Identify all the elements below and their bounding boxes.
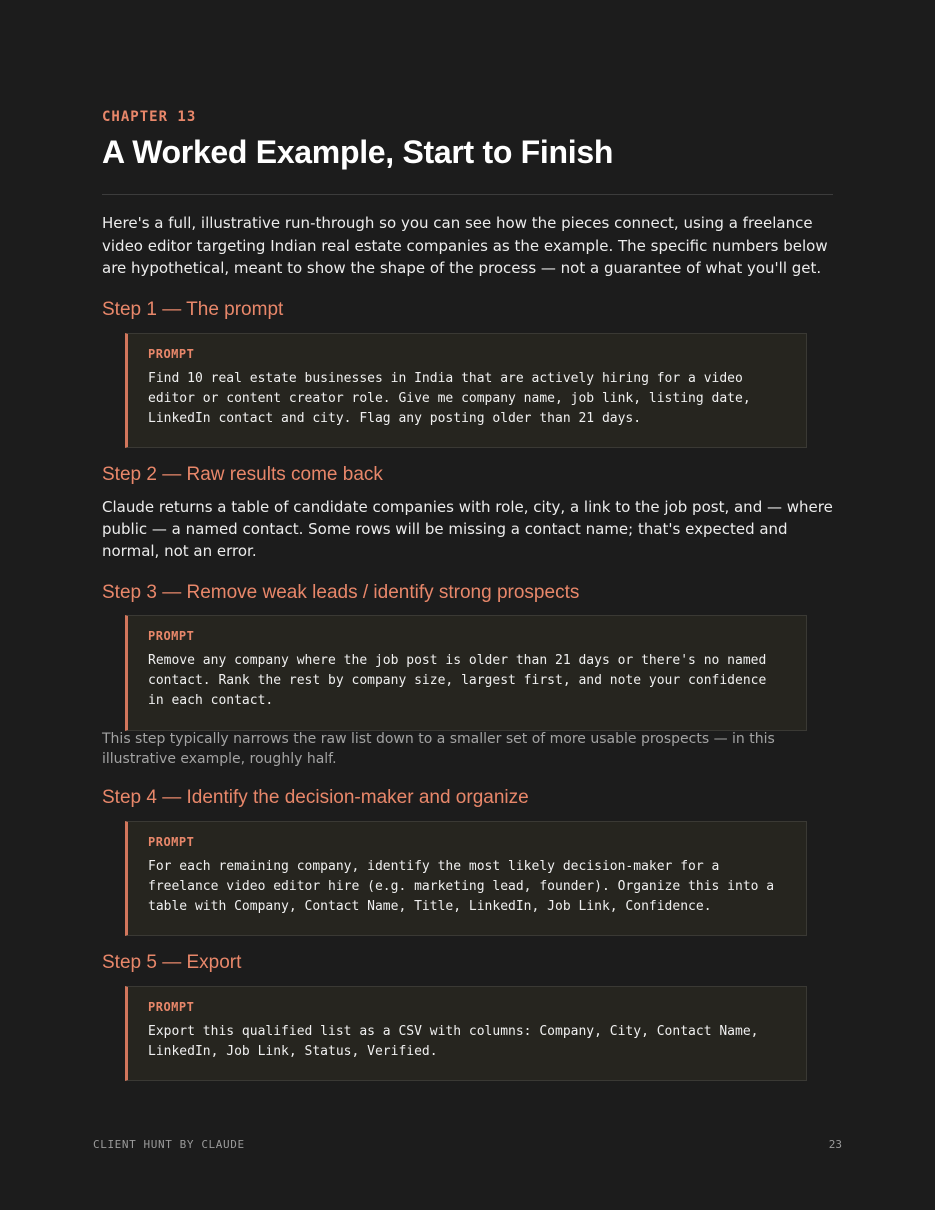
prompt-label: PROMPT — [148, 835, 195, 849]
step-1-prompt-box — [125, 333, 807, 448]
step-3-heading: Step 3 — Remove weak leads / identify strong prospects — [102, 582, 580, 603]
prompt-text: Export this qualified list as a CSV with columns: Company, City, Contact Name, LinkedIn, Job Link, Status, Verified. — [148, 1024, 759, 1059]
step-4-prompt-box — [125, 821, 807, 936]
prompt-text: Find 10 real estate businesses in India that are actively hiring for a video editor or content creator role. Give me company name, job link, listing date, LinkedIn contact and city. Flag any posting older than 21 days. — [148, 371, 751, 426]
step-2-body: Claude returns a table of candidate companies with role, city, a link to the job post, and — where public — a named contact. Some rows will be missing a contact name; that's expected and normal, not an error. — [102, 498, 833, 560]
step-4-heading: Step 4 — Identify the decision-maker and organize — [102, 787, 529, 808]
prompt-text: Remove any company where the job post is older than 21 days or there's no named contact. Rank the rest by company size, largest first, and note your confidence in each contact. — [148, 653, 767, 708]
step-5-heading: Step 5 — Export — [102, 952, 242, 973]
chapter-label: CHAPTER 13 — [102, 109, 197, 125]
title-divider — [102, 194, 833, 195]
prompt-label: PROMPT — [148, 629, 195, 643]
prompt-label: PROMPT — [148, 1000, 195, 1014]
step-3-note: This step typically narrows the raw list down to a smaller set of more usable prospects — in this illustrative example, roughly half. — [102, 731, 775, 767]
intro-paragraph: Here's a full, illustrative run-through so you can see how the pieces connect, using a freelance video editor targeting Indian real estate companies as the example. The specific numbers below are hypothetical, meant to show the shape of the process — not a guarantee of what you'll get. — [102, 214, 828, 277]
step-1-heading: Step 1 — The prompt — [102, 299, 284, 320]
chapter-title: A Worked Example, Start to Finish — [102, 134, 614, 170]
step-3-prompt-box — [125, 615, 807, 731]
prompt-text: For each remaining company, identify the most likely decision-maker for a freelance video editor hire (e.g. marketing lead, founder). Organize this into a table with Company, Contact Name, Title, LinkedIn, Job Link, Confidence. — [148, 859, 775, 914]
footer-page-number: 23 — [828, 1138, 842, 1151]
footer-book-title: CLIENT HUNT BY CLAUDE — [93, 1138, 245, 1151]
prompt-label: PROMPT — [148, 347, 195, 361]
step-2-heading: Step 2 — Raw results come back — [102, 464, 383, 485]
step-5-prompt-box — [125, 986, 807, 1081]
